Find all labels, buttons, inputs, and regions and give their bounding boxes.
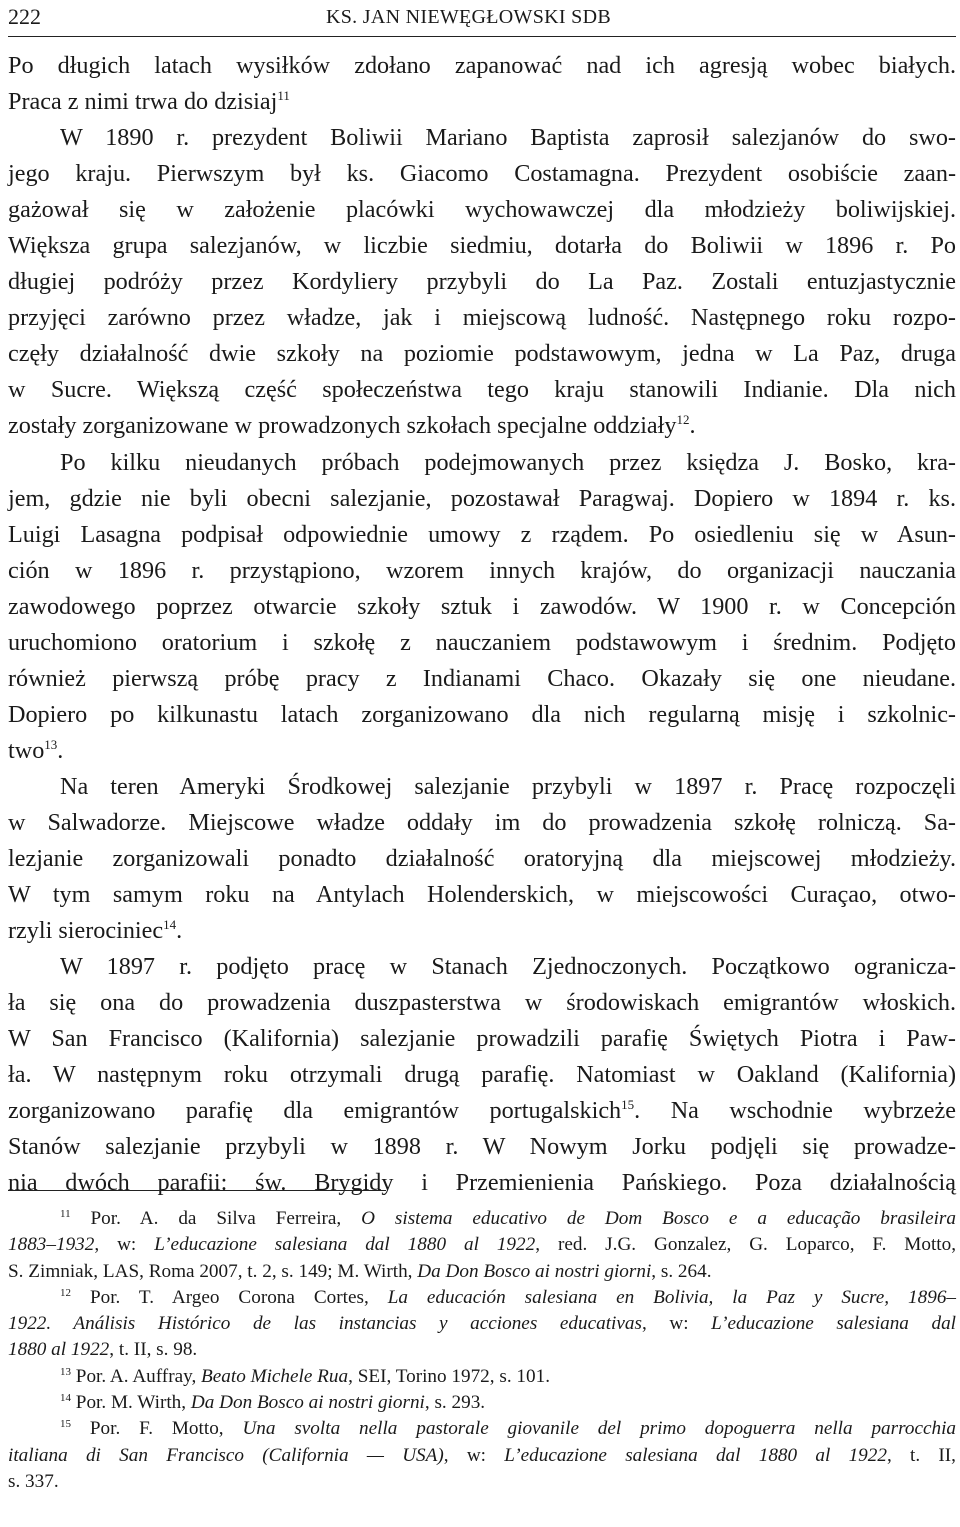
footnote-number: 15 xyxy=(60,1418,71,1431)
citation-text: , SEI, Torino 1972, s. 101. xyxy=(348,1365,551,1387)
footnote-line xyxy=(8,1337,956,1363)
line-text: Luigi Lasagna podpisał odpowiednie umowy z rządem. Po osiedleniu się w Asun- xyxy=(8,520,956,548)
line-text: zostały zorganizowane w prowadzonych szkołach specjalne oddziały xyxy=(8,412,677,440)
citation-text: s. 337. xyxy=(8,1470,59,1492)
text-line xyxy=(8,408,956,444)
page-header xyxy=(8,4,956,30)
citation-title: Da Don Bosco ai nostri giorni xyxy=(417,1260,652,1282)
line-text: Większa grupa salezjanów, w liczbie siedmiu, dotarła do Boliwii w 1896 r. Po xyxy=(8,232,956,260)
text-line xyxy=(8,697,956,733)
text-line xyxy=(8,1057,956,1093)
footnote-ref: 15 xyxy=(621,1097,635,1113)
line-text-after: . xyxy=(176,917,183,945)
line-text: ła się ona do prowadzenia duszpasterstwa w środowiskach emigrantów włoskich. xyxy=(8,989,956,1017)
citation-title: Beato Michele Rua xyxy=(201,1365,349,1387)
text-line xyxy=(8,661,956,697)
citation-title: 1880 al 1922 xyxy=(8,1339,110,1361)
text-line xyxy=(8,84,956,120)
line-text: w Salwadorze. Miejscowe władze oddały im do prowadzenia szkołę rolniczą. Sa- xyxy=(8,808,956,836)
line-text: lezjanie zorganizowali ponadto działalność oratoryjną dla miejscowej młodzieży. xyxy=(8,845,956,873)
line-text: rzyli sierociniec xyxy=(8,917,164,945)
line-text: nia dwóch parafii: św. Brygidy i Przemienienia Pańskiego. Poza działalnością xyxy=(8,1169,956,1197)
text-line xyxy=(8,300,956,336)
line-text: ción w 1896 r. przystąpiono, wzorem innych krajów, do organizacji nauczania xyxy=(8,556,956,584)
footnote-line xyxy=(8,1206,956,1232)
citation-text: , t. II, xyxy=(886,1444,956,1466)
footnotes xyxy=(8,1206,956,1495)
footnote-line xyxy=(8,1259,956,1285)
footnote-line xyxy=(8,1390,956,1416)
text-line xyxy=(8,445,956,481)
line-text: two xyxy=(8,736,45,764)
text-line xyxy=(8,553,956,589)
page-number: 222 xyxy=(8,4,41,29)
citation-text: , t. II, s. 98. xyxy=(109,1339,198,1361)
footnote-ref: 11 xyxy=(277,88,290,104)
text-line xyxy=(8,913,956,949)
footnote-number: 13 xyxy=(60,1365,71,1378)
header-rule xyxy=(8,36,956,37)
citation-title: O sistema educativo de Dom Bosco e a educação brasileira xyxy=(361,1208,956,1229)
footnote-line xyxy=(8,1232,956,1258)
line-text: W 1890 r. prezydent Boliwii Mariano Baptista zaprosił salezjanów do swo- xyxy=(60,124,956,152)
footnote-separator xyxy=(8,1190,386,1191)
citation-text: S. Zimniak, LAS, Roma 2007, t. 2, s. 149; M. Wirth, xyxy=(8,1260,418,1282)
citation-title: Una svolta nella pastorale giovanile del primo dopoguerra nella parrocchia xyxy=(242,1418,957,1440)
text-line xyxy=(8,877,956,913)
footnote-line xyxy=(8,1311,956,1337)
text-line xyxy=(8,841,956,877)
footnote-number: 11 xyxy=(60,1208,71,1220)
line-text: Stanów salezjanie przybyli w 1898 r. W Nowym Jorku podjęli się prowadze- xyxy=(8,1133,956,1161)
citation-text: , s. 293. xyxy=(424,1392,486,1414)
line-text: zorganizowano parafię dla emigrantów portugalskich xyxy=(8,1097,622,1125)
line-text: przyjęci zarówno przez władze, jak i miejscową ludność. Następnego roku rozpo- xyxy=(8,304,956,332)
text-line xyxy=(8,156,956,192)
line-text: Dopiero po kilkunastu latach zorganizowano dla nich regularną misję i szkolnic- xyxy=(8,700,956,728)
text-line xyxy=(8,625,956,661)
line-text: jem, gdzie nie byli obecni salezjanie, pozostawał Paragwaj. Dopiero w 1894 r. ks. xyxy=(8,484,956,512)
text-line xyxy=(8,228,956,264)
line-text-after: . xyxy=(57,736,64,764)
citation-text: Por. F. Motto, xyxy=(89,1418,243,1440)
text-line xyxy=(8,733,956,769)
text-line xyxy=(8,48,956,84)
footnote-line xyxy=(8,1285,956,1311)
citation-title: 1922. Análisis Histórico de las instancias y acciones educativas xyxy=(8,1313,642,1335)
citation-text: Por. A. Auffray, xyxy=(75,1365,202,1387)
line-text: Po długich latach wysiłków zdołano zapanować nad ich agresją wobec białych. xyxy=(8,52,956,79)
citation-title: italiana di San Francisco (California — USA) xyxy=(8,1444,444,1466)
citation-text: Por. A. da Silva Ferreira, xyxy=(90,1208,362,1229)
text-line xyxy=(8,985,956,1021)
footnote-line xyxy=(8,1469,956,1495)
footnote-ref: 13 xyxy=(44,736,58,752)
text-line xyxy=(8,589,956,625)
main-text xyxy=(8,48,956,1202)
text-line xyxy=(8,336,956,372)
line-text-after: . Na wschodnie wybrzeże xyxy=(634,1097,956,1125)
citation-text: , w: xyxy=(443,1444,505,1466)
line-text: Po kilku nieudanych próbach podejmowanych przez księdza J. Bosko, kra- xyxy=(60,448,956,476)
citation-text: Por. M. Wirth, xyxy=(75,1392,191,1414)
footnote-number: 12 xyxy=(60,1286,71,1299)
line-text: ła. W następnym roku otrzymali drugą parafię. Natomiast w Oakland (Kalifornia) xyxy=(8,1061,956,1089)
text-line xyxy=(8,1021,956,1057)
citation-title: L’educazione salesiana dal xyxy=(711,1313,957,1335)
text-line xyxy=(8,264,956,300)
line-text: jego kraju. Pierwszym był ks. Giacomo Costamagna. Prezydent osobiście zaan- xyxy=(8,160,956,188)
text-line xyxy=(8,192,956,228)
text-line xyxy=(8,372,956,408)
line-text: Praca z nimi trwa do dzisiaj xyxy=(8,88,278,116)
line-text: W tym samym roku na Antylach Holenderskich, w miejscowości Curaçao, otwo- xyxy=(8,881,956,909)
footnote-line xyxy=(8,1364,956,1390)
text-line xyxy=(8,1129,956,1165)
footnote-line xyxy=(8,1443,956,1469)
text-line xyxy=(8,1093,956,1129)
citation-title: L’educazione salesiana dal 1880 al 1922 xyxy=(154,1234,536,1256)
line-text: gażował się w założenie placówki wychowawczej dla młodzieży boliwijskiej. xyxy=(8,196,956,224)
line-text: długiej podróży przez Kordyliery przybyli do La Paz. Zostali entuzjastycznie xyxy=(8,268,956,296)
line-text-after: . xyxy=(689,412,696,440)
line-text: W 1897 r. podjęto pracę w Stanach Zjednoczonych. Początkowo ogranicza- xyxy=(60,953,956,981)
citation-text: , w: xyxy=(641,1313,712,1335)
citation-text: Por. T. Argeo Corona Cortes, xyxy=(89,1286,388,1308)
text-line xyxy=(8,949,956,985)
running-head: KS. JAN NIEWĘGŁOWSKI SDB xyxy=(326,6,611,28)
line-text: zawodowego poprzez otwarcie szkoły sztuk i zawodów. W 1900 r. w Concepción xyxy=(8,592,956,620)
text-line xyxy=(8,805,956,841)
text-line xyxy=(8,481,956,517)
footnote-line xyxy=(8,1416,956,1442)
citation-text: , w: xyxy=(94,1234,155,1256)
citation-text: , red. J.G. Gonzalez, G. Loparco, F. Motto, xyxy=(535,1234,957,1256)
line-text: częły działalność dwie szkoły na poziomie podstawowym, jedna w La Paz, druga xyxy=(8,340,956,368)
text-line xyxy=(8,769,956,805)
text-line xyxy=(8,120,956,156)
text-line xyxy=(8,517,956,553)
line-text: W San Francisco (Kalifornia) salezjanie prowadzili parafię Świętych Piotra i Paw- xyxy=(8,1025,956,1053)
citation-title: La educación salesiana en Bolivia, la Paz y Sucre, 1896– xyxy=(387,1286,957,1308)
citation-text: , s. 264. xyxy=(651,1260,712,1282)
footnote-ref: 12 xyxy=(676,412,690,428)
text-line xyxy=(8,1165,956,1201)
line-text: uruchomiono oratorium i szkołę z nauczaniem podstawowym i średnim. Podjęto xyxy=(8,628,956,656)
citation-title: Da Don Bosco ai nostri giorni xyxy=(190,1392,425,1414)
line-text: Na teren Ameryki Środkowej salezjanie przybyli w 1897 r. Pracę rozpoczęli xyxy=(60,772,956,800)
line-text: również pierwszą próbę pracy z Indianami Chaco. Okazały się one nieudane. xyxy=(8,664,956,692)
citation-title: L’educazione salesiana dal 1880 al 1922 xyxy=(504,1444,887,1466)
citation-title: 1883–1932 xyxy=(8,1234,95,1256)
line-text: w Sucre. Większą część społeczeństwa tego kraju stanowili Indianie. Dla nich xyxy=(8,376,956,404)
footnote-number: 14 xyxy=(60,1392,71,1405)
footnote-ref: 14 xyxy=(163,917,177,933)
